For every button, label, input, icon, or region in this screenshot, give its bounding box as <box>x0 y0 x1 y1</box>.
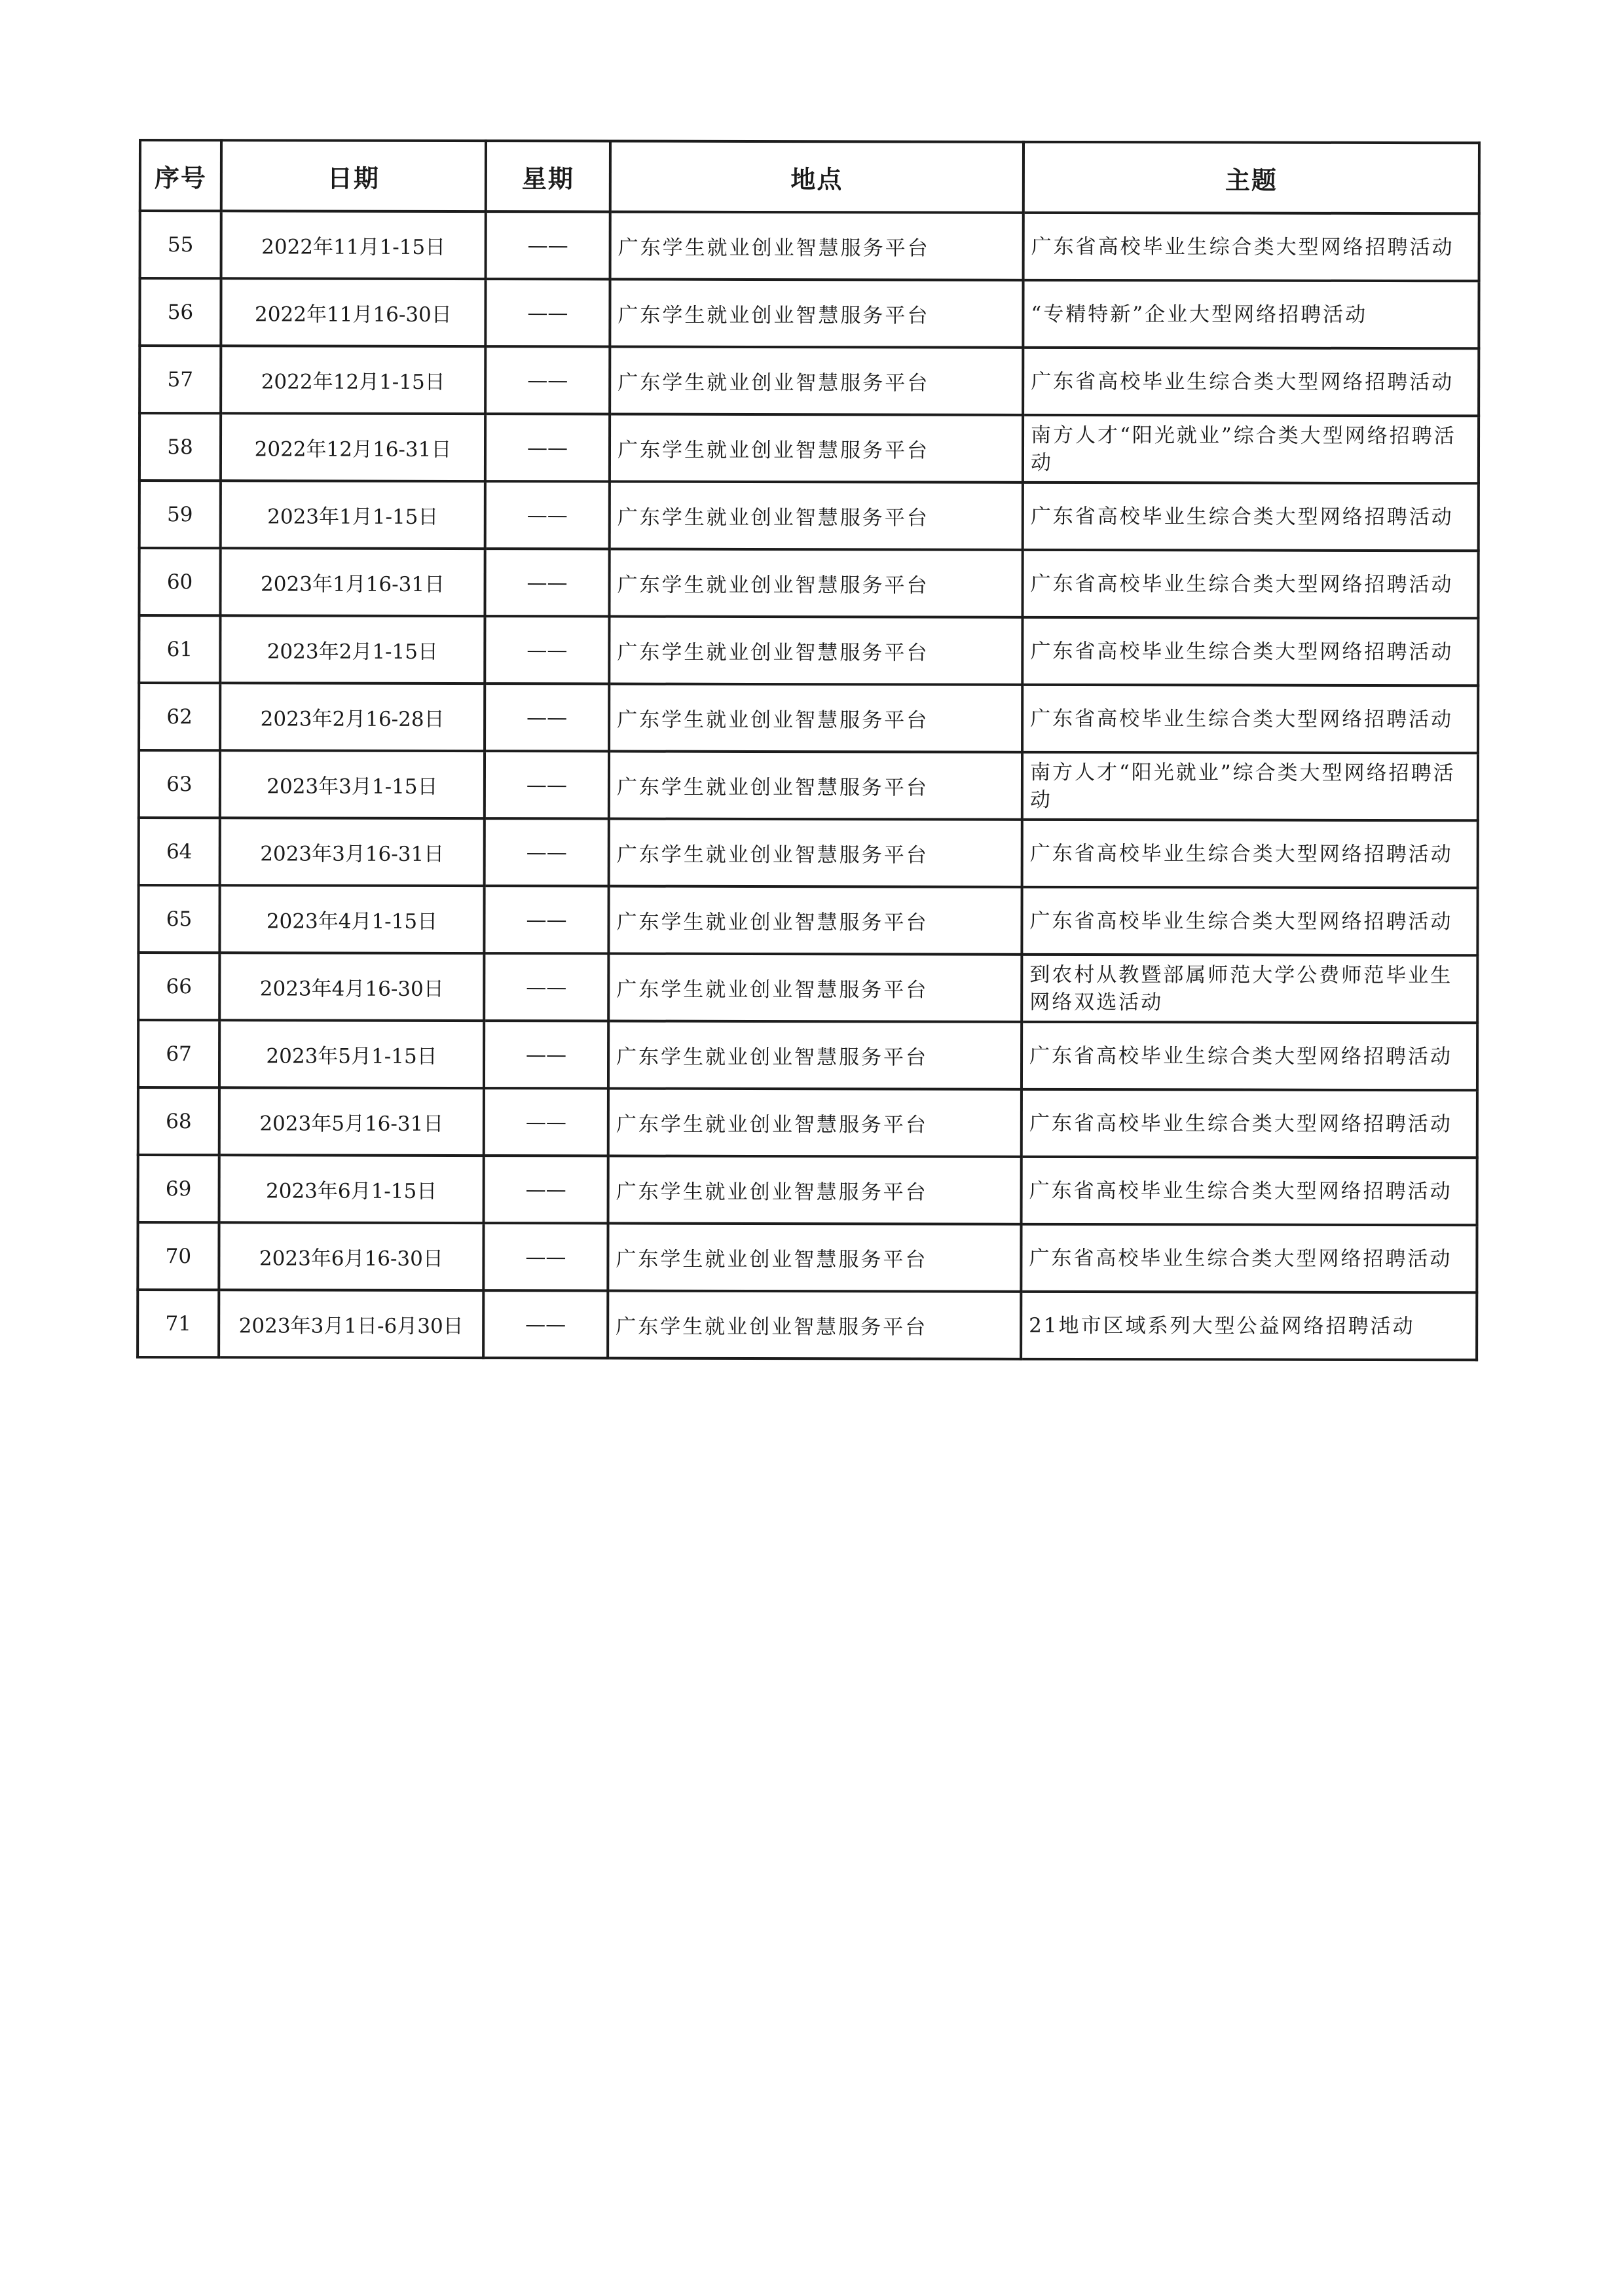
cell-place: 广东学生就业创业智慧服务平台 <box>609 617 1022 685</box>
cell-date: 2023年4月16-30日 <box>219 953 484 1021</box>
recruitment-schedule-table <box>136 139 1481 1361</box>
cell-date: 2022年11月1-15日 <box>221 211 486 279</box>
cell-topic: 到农村从教暨部属师范大学公费师范毕业生网络双选活动 <box>1022 955 1477 1023</box>
cell-place: 广东学生就业创业智慧服务平台 <box>608 1021 1022 1089</box>
cell-weekday: —— <box>485 818 609 886</box>
cell-place: 广东学生就业创业智慧服务平台 <box>610 482 1023 550</box>
cell-no: 71 <box>138 1290 219 1357</box>
cell-weekday: —— <box>485 549 609 616</box>
cell-topic: 广东省高校毕业生综合类大型网络招聘活动 <box>1021 1224 1477 1292</box>
cell-topic: 广东省高校毕业生综合类大型网络招聘活动 <box>1023 348 1479 416</box>
cell-topic: 广东省高校毕业生综合类大型网络招聘活动 <box>1024 213 1479 281</box>
cell-no: 70 <box>138 1222 219 1290</box>
cell-date: 2023年5月1-15日 <box>219 1020 484 1088</box>
cell-place: 广东学生就业创业智慧服务平台 <box>610 414 1023 483</box>
header-row <box>140 140 1479 213</box>
cell-weekday: —— <box>484 886 608 953</box>
cell-place: 广东学生就业创业智慧服务平台 <box>609 684 1022 752</box>
table-row <box>138 953 1477 1023</box>
cell-date: 2023年1月16-31日 <box>220 548 485 616</box>
table-row <box>139 548 1478 618</box>
cell-no: 59 <box>139 481 221 548</box>
cell-topic: 广东省高校毕业生综合类大型网络招聘活动 <box>1022 1157 1477 1225</box>
cell-date: 2023年2月1-15日 <box>220 615 485 683</box>
cell-topic: 广东省高校毕业生综合类大型网络招聘活动 <box>1022 550 1478 618</box>
table-row <box>139 346 1479 416</box>
cell-date: 2023年3月1-15日 <box>220 750 485 818</box>
cell-weekday: —— <box>484 1021 608 1088</box>
cell-no: 65 <box>138 885 219 953</box>
cell-weekday: —— <box>485 751 609 818</box>
cell-topic: 广东省高校毕业生综合类大型网络招聘活动 <box>1022 1089 1477 1157</box>
cell-weekday: —— <box>485 481 610 549</box>
cell-topic: 广东省高校毕业生综合类大型网络招聘活动 <box>1022 617 1478 685</box>
cell-topic: 21地市区域系列大型公益网络招聘活动 <box>1021 1292 1477 1360</box>
cell-date: 2023年3月16-31日 <box>220 818 485 886</box>
header-place: 地点 <box>610 141 1024 213</box>
cell-no: 64 <box>139 818 220 885</box>
table-row <box>139 413 1479 483</box>
cell-no: 62 <box>139 683 220 750</box>
table-row <box>138 1155 1477 1225</box>
cell-date: 2023年4月1-15日 <box>219 885 484 953</box>
cell-no: 60 <box>139 548 220 615</box>
table-row <box>139 278 1479 348</box>
table-row <box>138 1290 1477 1360</box>
cell-weekday: —— <box>484 953 608 1021</box>
cell-date: 2023年6月16-30日 <box>219 1222 483 1290</box>
cell-no: 61 <box>139 615 220 683</box>
cell-place: 广东学生就业创业智慧服务平台 <box>610 347 1023 415</box>
cell-topic: 广东省高校毕业生综合类大型网络招聘活动 <box>1022 887 1477 955</box>
cell-weekday: —— <box>485 346 610 414</box>
cell-no: 67 <box>138 1020 219 1087</box>
table-row <box>139 615 1478 685</box>
cell-date: 2023年6月1-15日 <box>219 1155 484 1223</box>
cell-topic: 南方人才“阳光就业”综合类大型网络招聘活动 <box>1023 415 1479 483</box>
cell-date: 2022年12月1-15日 <box>221 346 485 414</box>
cell-place: 广东学生就业创业智慧服务平台 <box>608 1089 1022 1157</box>
cell-no: 58 <box>139 413 221 481</box>
header-date: 日期 <box>221 140 486 211</box>
cell-no: 68 <box>138 1087 219 1155</box>
cell-no: 55 <box>140 211 221 278</box>
cell-weekday: —— <box>484 1156 608 1223</box>
header-weekday: 星期 <box>486 141 610 211</box>
cell-weekday: —— <box>484 1088 608 1156</box>
cell-place: 广东学生就业创业智慧服务平台 <box>608 954 1022 1022</box>
cell-weekday: —— <box>486 211 610 279</box>
cell-topic: 南方人才“阳光就业”综合类大型网络招聘活动 <box>1022 752 1478 820</box>
table-row <box>139 481 1479 551</box>
table-row <box>138 885 1477 955</box>
cell-date: 2023年3月1日-6月30日 <box>219 1290 483 1358</box>
cell-place: 广东学生就业创业智慧服务平台 <box>608 1291 1021 1359</box>
cell-place: 广东学生就业创业智慧服务平台 <box>608 1156 1022 1224</box>
table-row <box>138 1222 1477 1292</box>
header-no: 序号 <box>140 140 221 211</box>
table-row <box>138 1020 1477 1090</box>
cell-no: 63 <box>139 750 220 818</box>
cell-place: 广东学生就业创业智慧服务平台 <box>609 549 1022 617</box>
table-row <box>139 750 1478 820</box>
cell-place: 广东学生就业创业智慧服务平台 <box>609 752 1022 820</box>
table-row <box>140 211 1479 281</box>
table-body <box>138 211 1479 1360</box>
cell-topic: 广东省高校毕业生综合类大型网络招聘活动 <box>1022 685 1478 753</box>
cell-weekday: —— <box>485 683 609 751</box>
cell-weekday: —— <box>483 1290 608 1358</box>
cell-place: 广东学生就业创业智慧服务平台 <box>608 886 1022 955</box>
header-topic: 主题 <box>1024 142 1479 213</box>
cell-topic: 广东省高校毕业生综合类大型网络招聘活动 <box>1022 820 1478 888</box>
cell-weekday: —— <box>485 279 610 346</box>
table-row <box>139 818 1478 888</box>
cell-place: 广东学生就业创业智慧服务平台 <box>609 819 1022 887</box>
cell-date: 2022年11月16-30日 <box>221 278 485 346</box>
cell-place: 广东学生就业创业智慧服务平台 <box>608 1224 1021 1292</box>
cell-weekday: —— <box>485 616 609 683</box>
cell-place: 广东学生就业创业智慧服务平台 <box>610 212 1024 280</box>
cell-weekday: —— <box>483 1223 608 1290</box>
table-header <box>140 140 1479 213</box>
cell-no: 56 <box>139 278 221 346</box>
table-row <box>138 1087 1477 1157</box>
cell-topic: “专精特新”企业大型网络招聘活动 <box>1023 280 1479 348</box>
cell-no: 57 <box>139 346 221 413</box>
cell-date: 2023年2月16-28日 <box>220 683 485 751</box>
cell-date: 2023年1月1-15日 <box>221 481 485 549</box>
cell-date: 2022年12月16-31日 <box>221 413 485 481</box>
cell-topic: 广东省高校毕业生综合类大型网络招聘活动 <box>1022 1022 1477 1090</box>
cell-place: 广东学生就业创业智慧服务平台 <box>610 280 1023 348</box>
cell-date: 2023年5月16-31日 <box>219 1087 484 1156</box>
cell-weekday: —— <box>485 414 610 481</box>
cell-no: 69 <box>138 1155 219 1222</box>
table-row <box>139 683 1478 753</box>
cell-topic: 广东省高校毕业生综合类大型网络招聘活动 <box>1023 483 1479 551</box>
cell-no: 66 <box>138 953 219 1020</box>
